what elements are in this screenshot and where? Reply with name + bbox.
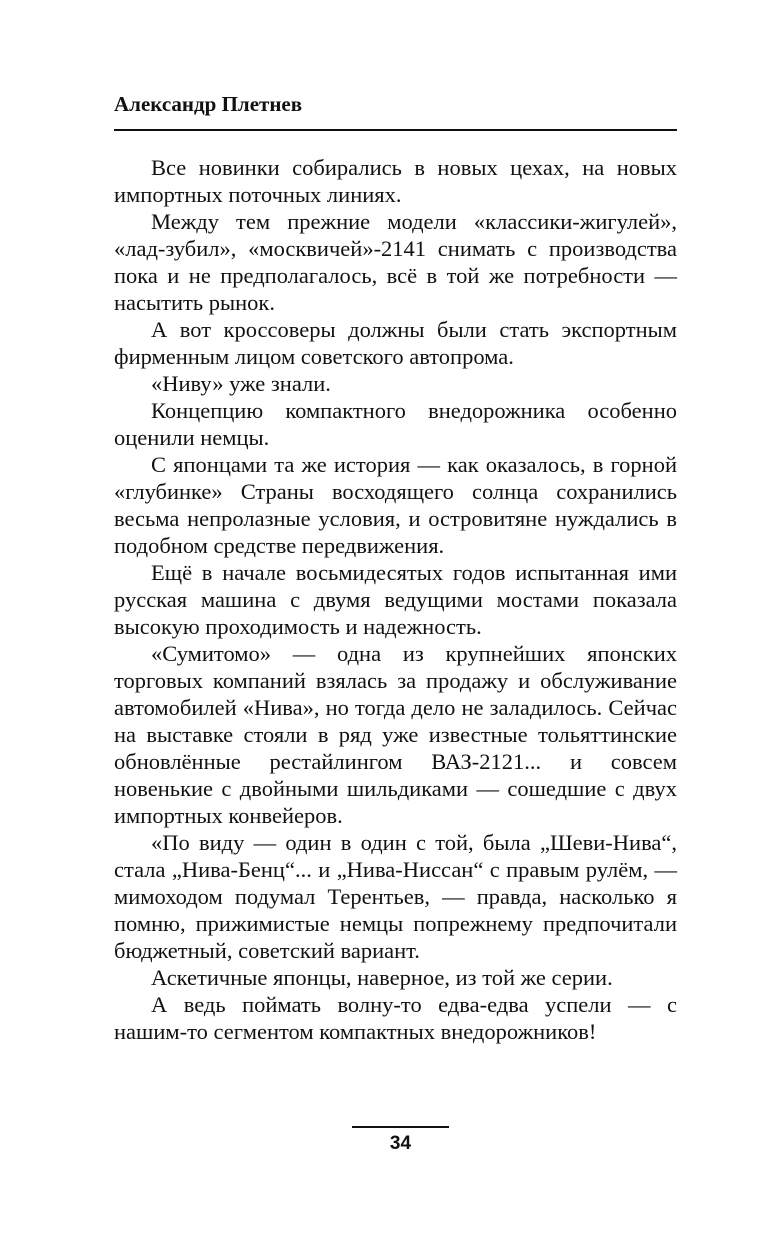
author-name: Александр Плетнев — [114, 92, 303, 116]
paragraph: «Сумитомо» — одна из крупнейших японских торговых компаний взялась за продажу и обслуживание автомобилей «Нива», но тогда дело не заладилось. Сейчас на выставке стояли в ряд уже известные тольяттинские обновлённые рестайлингом ВАЗ-2121... и совсем новенькие с двойными шильдиками — сошедшие с двух импортных конвейеров. — [114, 641, 677, 828]
paragraph: А вот кроссоверы должны были стать экспортным фирменным лицом советского автопрома. — [114, 317, 677, 369]
paragraph: Ещё в начале восьмидесятых годов испытанная ими русская машина с двумя ведущими мостами показала высокую проходимость и надежность. — [114, 560, 677, 639]
paragraph: Аскетичные японцы, наверное, из той же серии. — [151, 965, 613, 990]
paragraph: «По виду — один в один с той, была „Шеви-Нива“, стала „Нива-Бенц“... и „Нива-Ниссан“ с правым рулём, — мимоходом подумал Терентьев, — правда, насколько я помню, прижимистые немцы попрежнему предпочитали бюджетный, советский вариант. — [114, 830, 677, 963]
paragraph: «Ниву» уже знали. — [151, 371, 331, 396]
paragraph: Между тем прежние модели «классики-жигулей», «лад-зубил», «москвичей»-2141 снимать с производства пока и не предполагалось, всё в той же потребности — насытить рынок. — [114, 209, 677, 315]
paragraph: Все новинки собирались в новых цехах, на новых импортных поточных линиях. — [114, 155, 677, 207]
page-number: 34 — [389, 1133, 412, 1154]
paragraph: А ведь поймать волну-то едва-едва успели — с нашим-то сегментом компактных внедорожников! — [114, 992, 677, 1044]
paragraph: Концепцию компактного внедорожника особенно оценили немцы. — [114, 398, 677, 450]
paragraph: С японцами та же история — как оказалось, в горной «глубинке» Страны восходящего солнца сохранились весьма непролазные условия, и островитяне нуждались в подобном средстве передвижения. — [114, 452, 677, 558]
header-divider — [114, 129, 677, 131]
body-text — [114, 154, 677, 1045]
running-header — [114, 92, 677, 117]
footer-divider — [352, 1126, 449, 1128]
